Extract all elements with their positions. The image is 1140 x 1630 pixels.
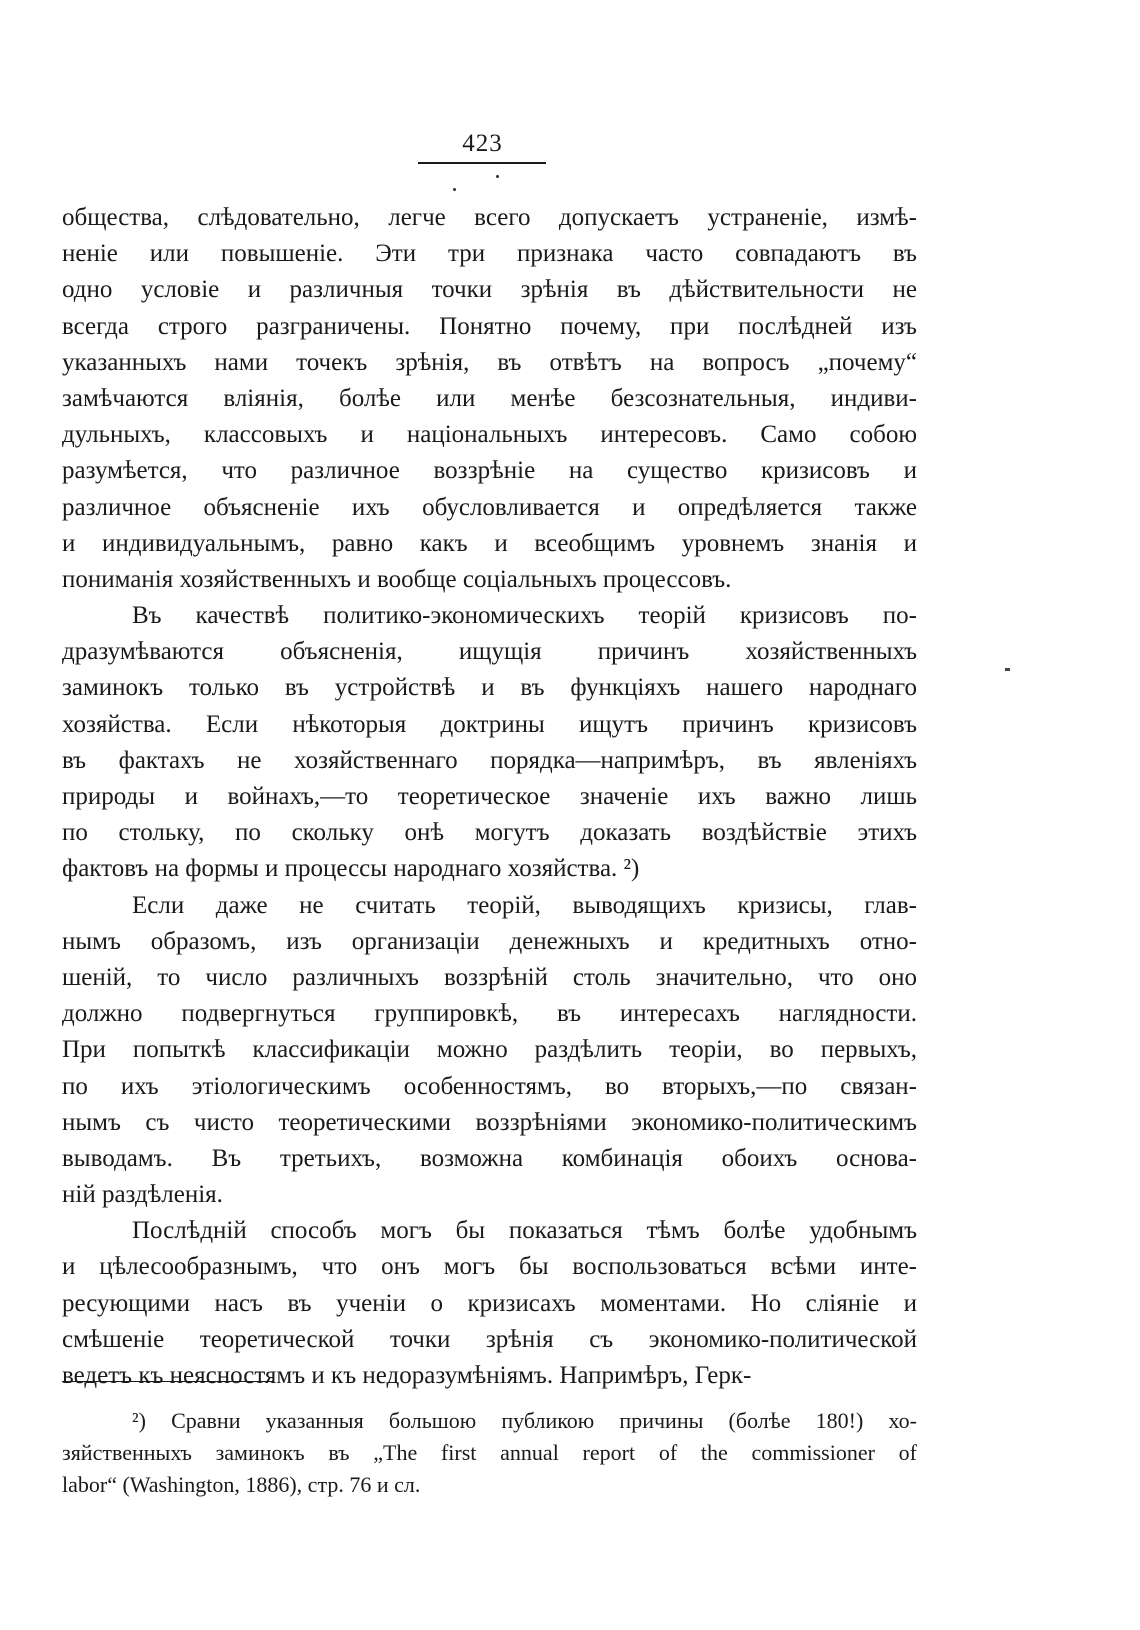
footnote-line: ²) Сравни указанныя большою публикою причины (болѣе 180!) хо- [132,1408,917,1433]
text-line: ресующими насъ въ ученіи о кризисахъ моментами. Но сліяніе и [62,1289,917,1317]
text-line: нымъ съ чисто теоретическими воззрѣніями экономико-политическимъ [62,1108,917,1136]
paragraph [62,1213,917,1394]
text-line: дульныхъ, классовыхъ и національныхъ интересовъ. Само собою [62,421,917,449]
text-line: неніе или повышеніе. Эти три признака часто совпадаютъ въ [62,240,917,268]
text-line: и цѣлесообразнымъ, что онъ могъ бы воспользоваться всѣми инте- [62,1253,917,1281]
text-line: по ихъ этіологическимъ особенностямъ, во вторыхъ,—по связан- [62,1072,917,1100]
text-line: нымъ образомъ, изъ организаціи денежныхъ и кредитныхъ отно- [62,927,917,955]
text-line: фактовъ на формы и процессы народнаго хозяйства. ²) [62,855,640,883]
footnote-rule [62,1381,274,1382]
paragraph [62,598,917,888]
margin-mark [1005,668,1010,671]
text-line: пониманія хозяйственныхъ и вообще соціальныхъ процессовъ. [62,565,732,593]
paragraph [62,888,917,1214]
text-line: и индивидуальнымъ, равно какъ и всеобщимъ уровнемъ знанія и [62,529,917,557]
text-line: смѣшеніе теоретической точки зрѣнія съ экономико-политической [62,1325,917,1353]
text-line: замѣчаются вліянія, болѣе или менѣе безсознательныя, индиви- [62,384,917,412]
footnote-line: labor“ (Washington, 1886), стр. 76 и сл. [62,1472,421,1497]
text-line: разумѣется, что различное воззрѣніе на существо кризисовъ и [62,457,917,485]
text-line: хозяйства. Если нѣкоторыя доктрины ищутъ причинъ кризисовъ [62,710,917,738]
ink-speck [453,188,456,191]
text-line: въ фактахъ не хозяйственнаго порядка—напримѣръ, въ явленіяхъ [62,746,917,774]
footnotes [62,1405,917,1501]
page-number: 423 [462,130,503,157]
text-line: выводамъ. Въ третьихъ, возможна комбинація обоихъ основа- [62,1144,917,1172]
text-line: различное объясненіе ихъ обусловливается и опредѣляется также [62,493,917,521]
text-line: общества, слѣдовательно, легче всего допускаетъ устраненіе, измѣ- [62,204,917,231]
text-line: ній раздѣленія. [62,1181,223,1209]
text-line: природы и войнахъ,—то теоретическое значеніе ихъ важно лишь [62,783,917,810]
text-line: шеній, то число различныхъ воззрѣній столь значительно, что оно [62,963,917,991]
text-line: Если даже не считать теорій, выводящихъ кризисы, глав- [132,891,917,919]
text-line: Послѣдній способъ могъ бы показаться тѣмъ болѣе удобнымъ [132,1217,917,1245]
text-line: должно подвергнуться группировкѣ, въ интересахъ наглядности. [62,1000,917,1028]
text-line: ведетъ къ неясностямъ и къ недоразумѣніямъ. Напримѣръ, Герк- [62,1362,752,1389]
text-line: указанныхъ нами точекъ зрѣнія, въ отвѣтъ на вопросъ „почему“ [62,348,917,376]
text-line: При попыткѣ классификаціи можно раздѣлить теоріи, во первыхъ, [62,1036,917,1064]
footnote-line: зяйственныхъ заминокъ въ „The first annual report of the commissioner of [62,1440,917,1465]
text-line: всегда строго разграничены. Понятно почему, при послѣдней изъ [62,312,917,340]
text-line: по стольку, по скольку онѣ могутъ доказать воздѣйствіе этихъ [62,819,917,847]
paragraph [62,200,917,598]
ink-speck [496,175,499,178]
text-line: Въ качествѣ политико-экономическихъ теорій кризисовъ по- [132,602,917,630]
footnote [62,1405,917,1501]
main-text [62,200,917,1394]
text-line: одно условіе и различныя точки зрѣнія въ дѣйствительности не [62,276,917,304]
text-line: дразумѣваются объясненія, ищущія причинъ хозяйственныхъ [62,638,917,666]
page-number-rule [418,162,546,164]
text-line: заминокъ только въ устройствѣ и въ функціяхъ нашего народнаго [62,674,917,702]
